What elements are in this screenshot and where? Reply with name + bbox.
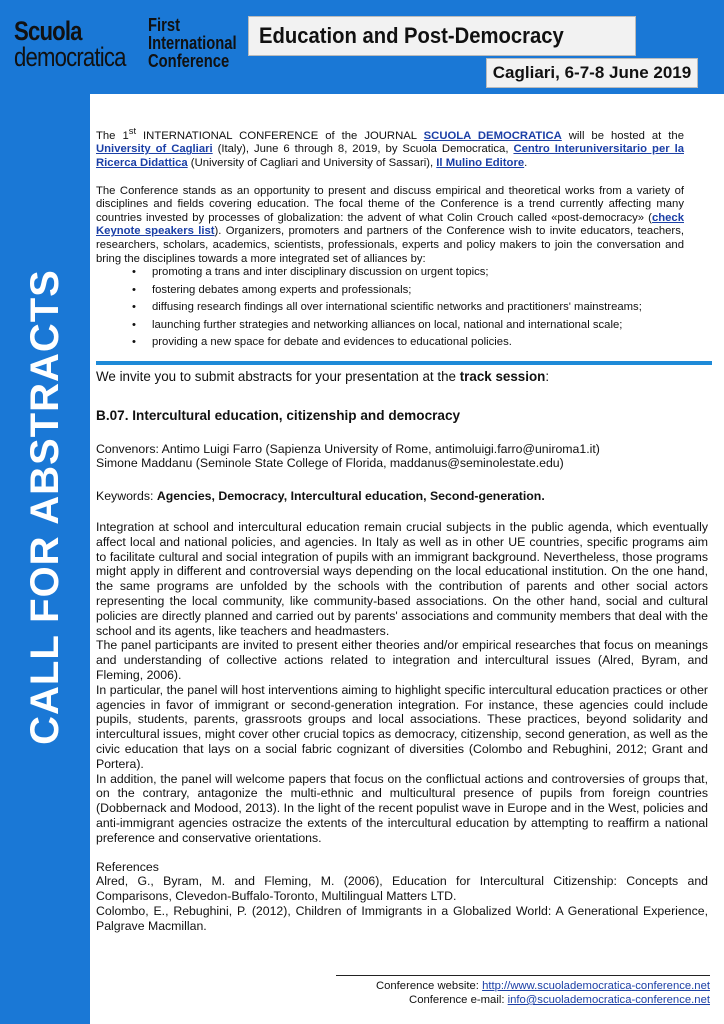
description-paragraph: The panel participants are invited to present either theories and/or empirical researches that focus on meanings and understanding of collective actions related to integration and intercultural issues (Alred, Byram, and Fleming, 2006). — [96, 638, 708, 682]
track-session-section — [96, 370, 708, 934]
intro-text: The Conference stands as an opportunity to present and discuss empirical and theoretical works from a variety of disciplines and fields covering education. The focal theme of the Conference is a trend currently affecting many countries invested by processes of globalization: the advent of what Colin Crouch called «post-democracy» ( — [96, 184, 684, 224]
university-link[interactable]: University of Cagliari — [96, 143, 213, 156]
website-link[interactable]: http://www.scuolademocratica-conference.net — [482, 980, 710, 992]
references-title: References — [96, 859, 159, 874]
keywords — [96, 489, 708, 504]
publisher-link[interactable]: Il Mulino Editore — [436, 156, 525, 169]
intro-text: (Italy), June 6 through 8, 2019, by Scuola Democratica, — [212, 143, 514, 156]
intro-text: (University of Cagliari and University of Sassari), — [187, 156, 437, 169]
description-paragraph: In particular, the panel will host interventions aiming to highlight specific intercultural education practices or other agencies in favor of immigrant or second-generation integration. For instance, these agencies could include pupils, students, parents, grassroots groups and local associations. These practices, beyond solidarity and intercultural issues, might cover other crucial topics as democracy, citizenship, second generation, as well as the civic education that lays on a social fabric cognizant of diversities (Colombo and Rebughini, 2012; Grant and Portera). — [96, 682, 708, 771]
convener-2: Simone Maddanu (Seminole State College of Florida, maddanus@seminolestate.edu) — [96, 456, 564, 471]
conference-line1: First — [148, 15, 180, 35]
intro-text: INTERNATIONAL CONFERENCE of the JOURNAL — [136, 129, 424, 142]
aims-list — [96, 266, 684, 350]
website-label: Conference website: — [375, 980, 483, 992]
ordinal-suffix: st — [128, 125, 137, 136]
list-item: • diffusing research findings all over international scientific networks and practitioners' mainstreams; — [96, 301, 684, 315]
description-paragraph: Integration at school and intercultural education remain crucial subjects in the public agenda, which eventually affect local and national policies, and agencies. In Italy as well as in other UE countries, specific programs aim to facilitate cultural and social integration of pupils with an immigrant background. Nevertheless, those programs might apply in different and controversial ways depending on the local educational institution. On the one hand, the same programs are unfolded by the schools with the contribution of parents and other social actors representing the local community, like community-based associations. On the other hand, social and cultural policies are directly planned and carried out by parents' associations and community members that deal with the school and its agents, like teachers and headmasters. — [96, 519, 708, 638]
list-item: • providing a new space for debate and evidences to educational policies. — [96, 336, 684, 350]
keywords-value: Agencies, Democracy, Intercultural education, Second-generation. — [156, 489, 545, 504]
call-for-abstracts-label: CALL FOR ABSTRACTS — [23, 269, 67, 745]
intro-paragraph-2 — [96, 185, 684, 267]
invite-emphasis: track session — [459, 369, 546, 384]
intro-paragraph-1 — [96, 124, 684, 171]
session-description — [96, 520, 708, 846]
list-item: • launching further strategies and networking alliances on local, national and international scale; — [96, 319, 684, 333]
references — [96, 860, 708, 934]
session-title: B.07. Intercultural education, citizenship and democracy — [96, 407, 461, 423]
keywords-label: Keywords: — [96, 489, 157, 504]
conveners — [96, 442, 708, 472]
invite-text: We invite you to submit abstracts for your presentation at the — [96, 369, 460, 384]
footer-divider — [336, 975, 710, 976]
conference-line2: International — [148, 33, 237, 53]
journal-logo — [14, 18, 150, 71]
intro-text: ). Organizers, promoters and partners of the Conference wish to invite educators, teachers, researchers, scholars, academics, scientists, professionals, experts and policy makers to join the conversation and bring the disciplines towards a more integrated set of alliances by: — [96, 225, 684, 265]
header-banner — [0, 0, 724, 94]
conference-title-box — [248, 16, 636, 56]
conference-line3: Conference — [148, 51, 230, 71]
list-item: • fostering debates among experts and professionals; — [96, 284, 684, 298]
email-line — [376, 993, 710, 1007]
conference-label — [148, 16, 237, 70]
reference-item: Alred, G., Byram, M. and Fleming, M. (2006), Education for Intercultural Citizenship: Concepts and Comparisons, Clevedon-Buffalo-Toronto, Multilingual Matters LTD. — [96, 874, 708, 904]
intro-section — [96, 124, 684, 354]
convener-1: Convenors: Antimo Luigi Farro (Sapienza University of Rome, antimoluigi.farro@uniroma1.it) — [96, 441, 600, 456]
conference-title: Education and Post-Democracy — [259, 23, 564, 48]
footer — [376, 979, 710, 1007]
conference-dates: Cagliari, 6-7-8 June 2019 — [486, 58, 698, 88]
journal-link[interactable]: SCUOLA DEMOCRATICA — [423, 129, 562, 142]
keynote-speakers-link[interactable]: check Keynote speakers list — [96, 211, 684, 238]
email-label: Conference e-mail: — [409, 994, 508, 1006]
description-paragraph: In addition, the panel will welcome papers that focus on the conflictual actions and controversies of groups that, on the contrary, antagonize the multi-ethnic and multicultural presence of pupils from foreign countries (Dobbernack and Modood, 2013). In the light of the recent populist wave in Europe and in the West, policies and anti-immigrant agencies ostracize the extents of the intercultural education by attempting to reaffirm a national preference and conservative orientations. — [96, 771, 708, 845]
research-centre-link[interactable]: Centro Interuniversitario per la Ricerca Didattica — [96, 143, 684, 169]
logo-line2: democratica — [14, 42, 126, 73]
invite-text: : — [545, 369, 550, 384]
email-link[interactable]: info@scuolademocratica-conference.net — [507, 994, 710, 1006]
invitation-line — [96, 370, 708, 385]
section-divider — [96, 361, 712, 365]
intro-text: . — [524, 156, 528, 169]
logo-line1: Scuola — [14, 16, 82, 46]
reference-item: Colombo, E., Rebughini, P. (2012), Children of Immigrants in a Globalized World: A Generational Experience, Palgrave Macmillan. — [96, 903, 708, 933]
intro-text: will be hosted at the — [561, 129, 684, 142]
list-item: • promoting a trans and inter disciplinary discussion on urgent topics; — [96, 266, 684, 280]
intro-text: The 1 — [96, 129, 129, 142]
website-line — [376, 979, 710, 993]
